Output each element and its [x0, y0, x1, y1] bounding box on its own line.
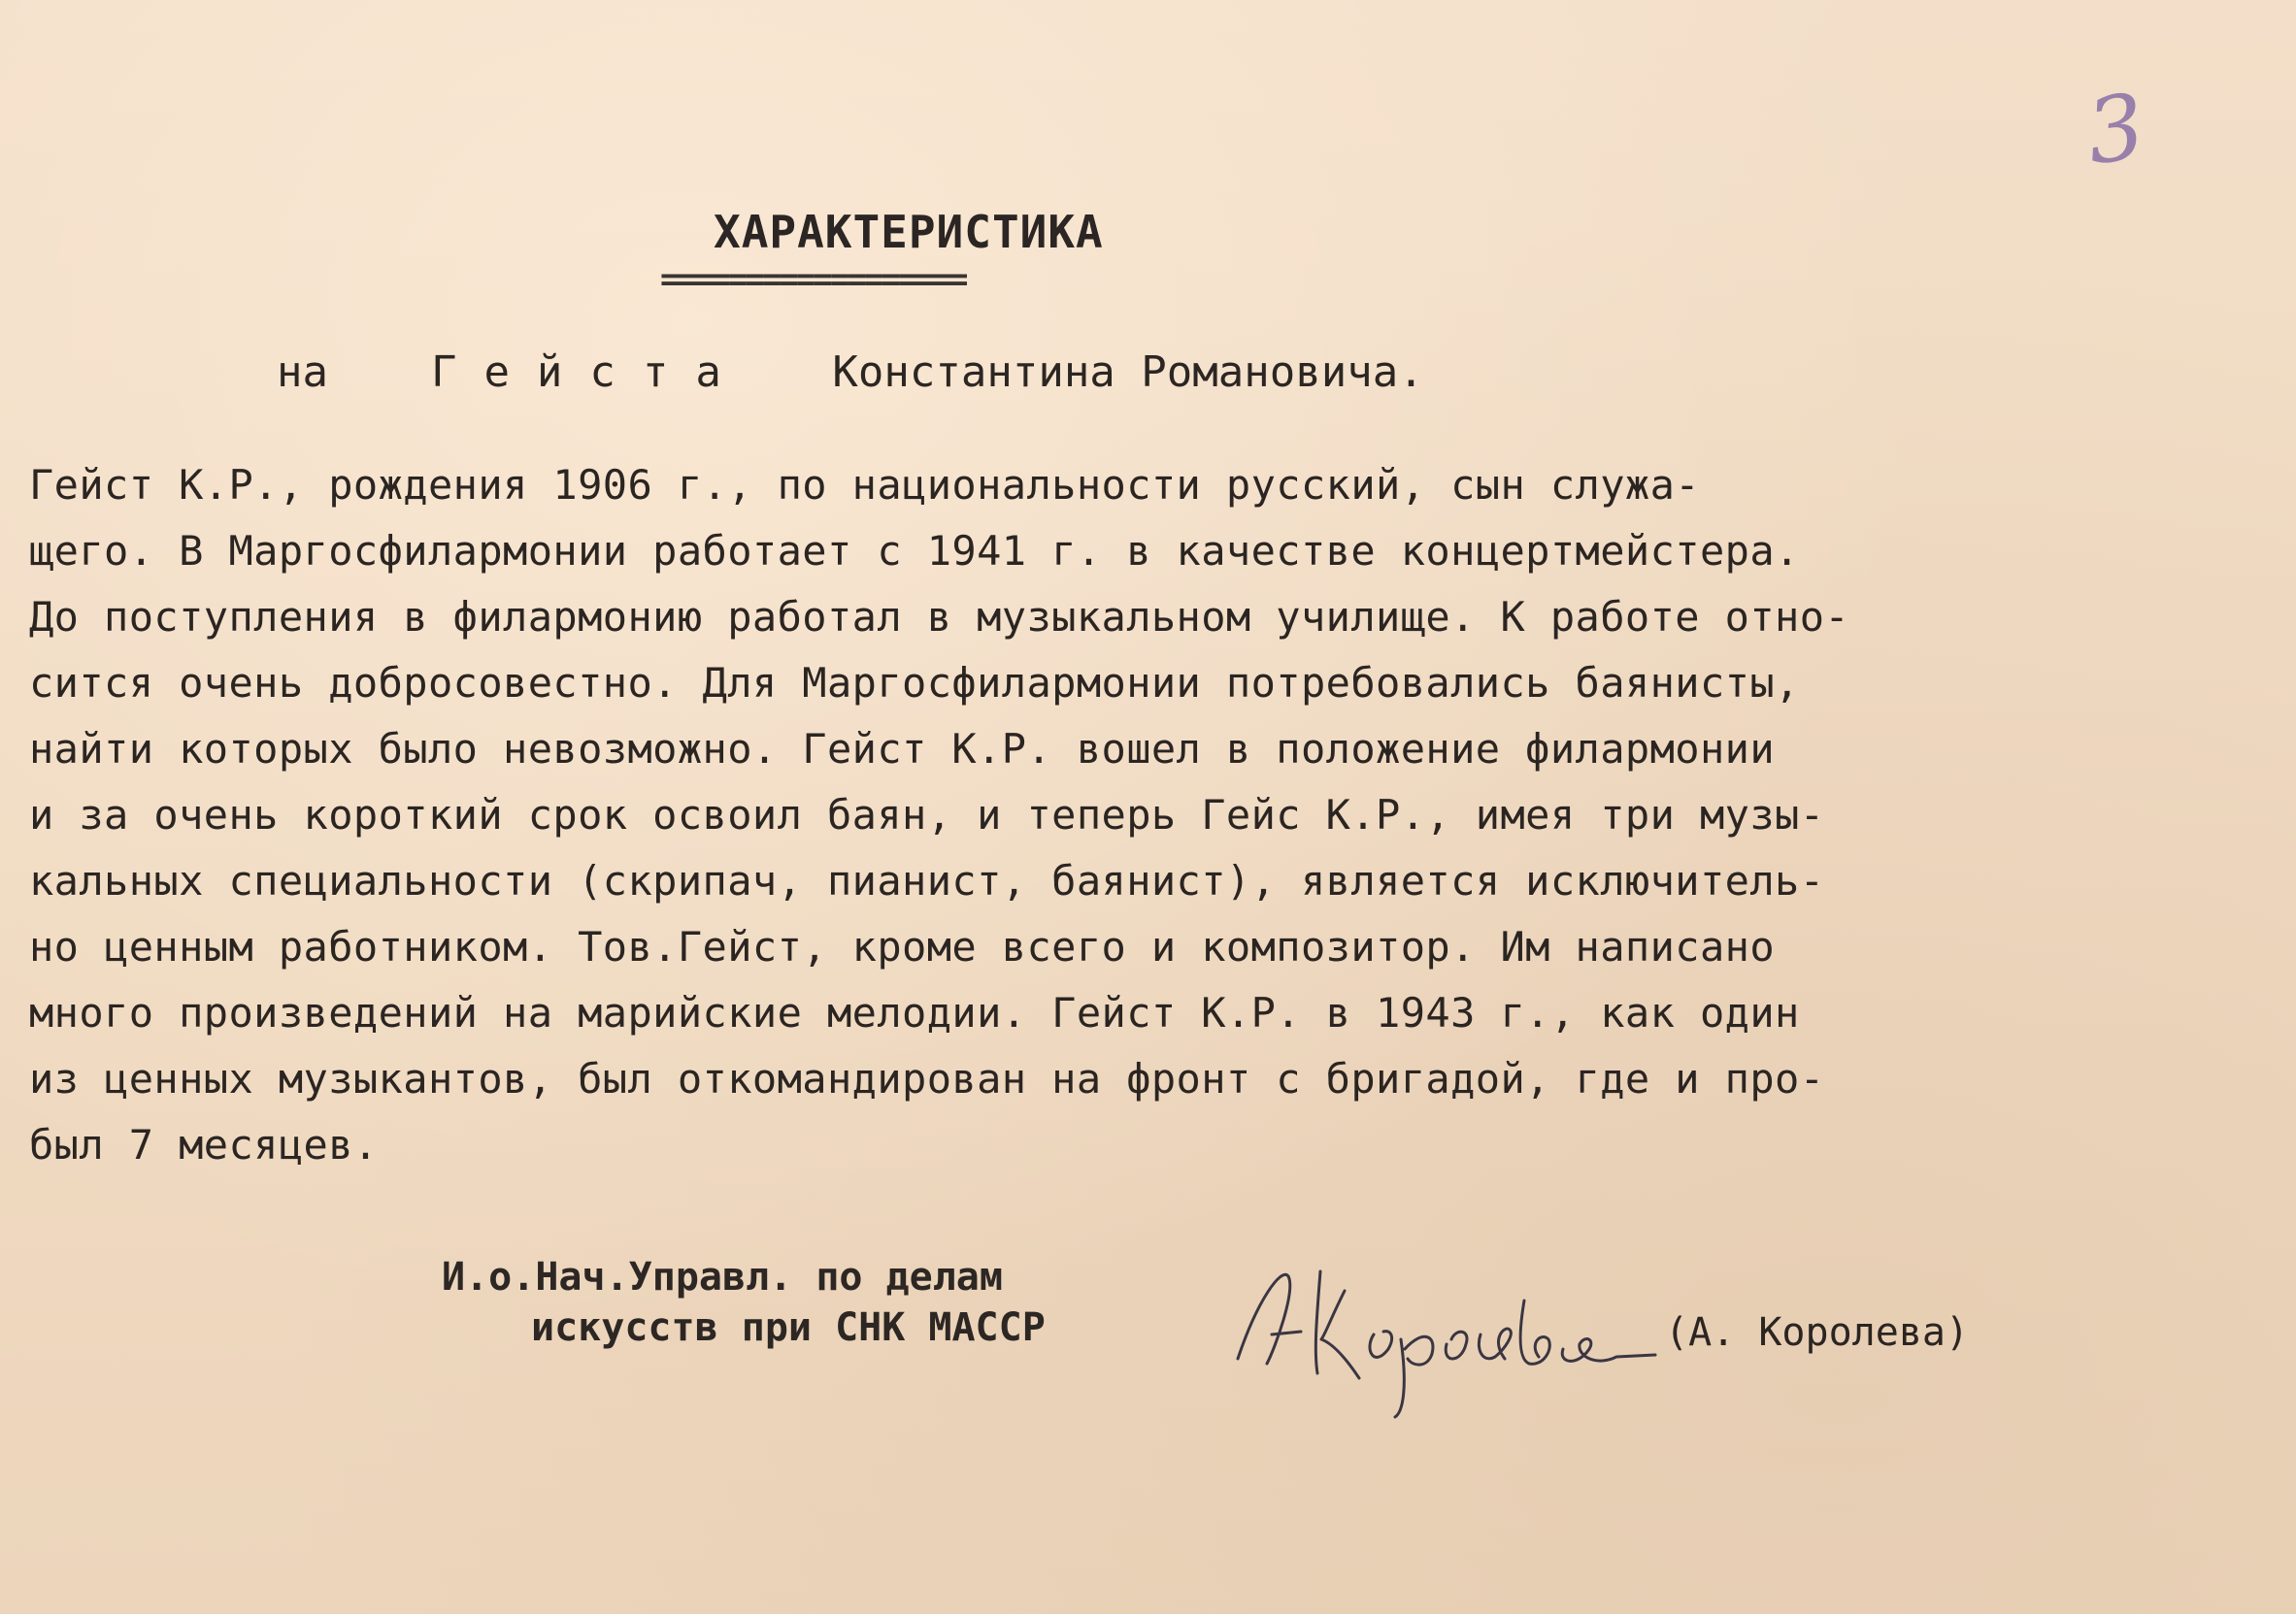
- title-underline: ==================: [660, 260, 966, 299]
- body-line: найти которых было невозможно. Гейст К.Р. вошел в положение филармонии: [29, 725, 1776, 773]
- body-line: сится очень добросовестно. Для Маргосфилармонии потребовались баянисты,: [29, 659, 1800, 707]
- body-line: много произведений на марийские мелодии. Гейст К.Р. в 1943 г., как один: [29, 989, 1800, 1037]
- body-line: Гейст К.Р., рождения 1906 г., по национальности русский, сын служа-: [29, 461, 1700, 509]
- signatory-title: [442, 1252, 1046, 1353]
- signer-name: (А. Королева): [1665, 1310, 1970, 1355]
- body-line: был 7 месяцев.: [29, 1121, 379, 1169]
- document-title: ХАРАКТЕРИСТИКА: [714, 206, 1104, 258]
- signatory-title-line1: И.о.Нач.Управл. по делам: [442, 1255, 1003, 1300]
- body-line: и за очень короткий срок освоил баян, и теперь Гейс К.Р., имея три музы-: [29, 791, 1825, 839]
- body-line: из ценных музыкантов, был откомандирован на фронт с бригадой, где и про-: [29, 1055, 1825, 1103]
- subtitle-surname: Гейста: [430, 347, 749, 397]
- subtitle-prefix: на: [277, 347, 328, 397]
- page-number: 3: [2080, 74, 2151, 185]
- signatory-title-line2: искусств при СНК МАССР: [531, 1305, 1046, 1350]
- body-line: До поступления в филармонию работал в музыкальном училище. К работе отно-: [29, 593, 1850, 641]
- body-line: кальных специальности (скрипач, пианист, баянист), является исключитель-: [29, 857, 1825, 905]
- body-line: но ценным работником. Тов.Гейст, кроме всего и композитор. Им написано: [29, 923, 1776, 971]
- document-subtitle: [277, 347, 1424, 397]
- subtitle-name: Константина Романовича.: [832, 347, 1424, 397]
- body-line: щего. В Маргосфилармонии работает с 1941 г. в качестве концертмейстера.: [29, 527, 1800, 575]
- handwritten-signature: [1228, 1242, 1684, 1427]
